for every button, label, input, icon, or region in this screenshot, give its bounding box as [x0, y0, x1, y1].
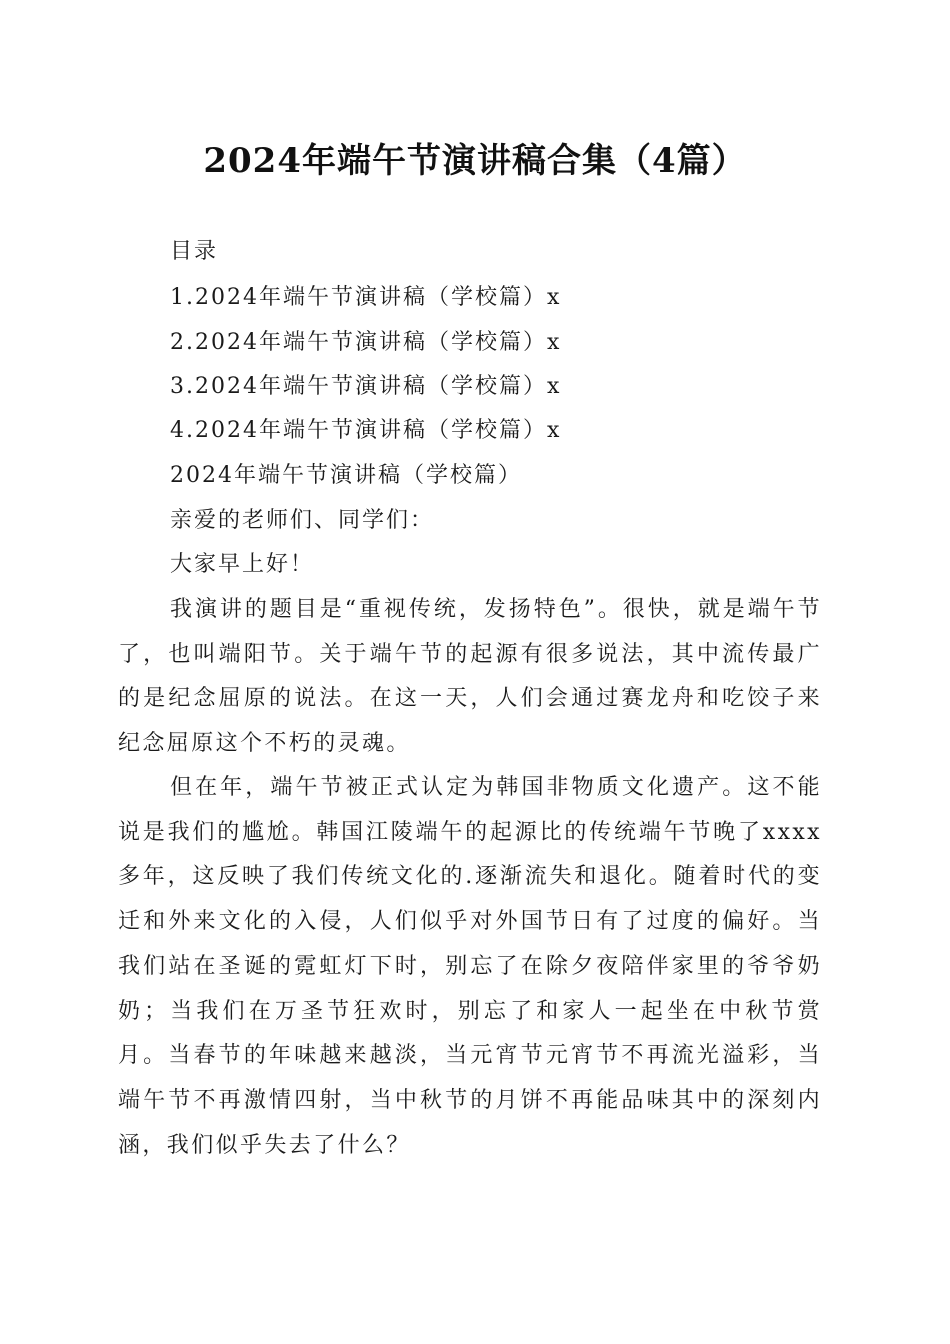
greeting: 大家早上好！ — [170, 552, 315, 577]
document-title: 2024年端午节演讲稿合集（4篇） — [203, 141, 747, 181]
toc-item-4: 4.2024年端午节演讲稿（学校篇）x — [170, 418, 562, 443]
section-title: 2024年端午节演讲稿（学校篇） — [170, 463, 522, 488]
body-paragraph-1: 我演讲的题目是“重视传统，发扬特色”。很快，就是端午节了，也叫端阳节。关于端午节的起源有很多说法，其中流传最广的是纪念屈原的说法。在这一天，人们会通过赛龙舟和吃饺子来纪念屈原这个不朽的灵魂。 — [118, 597, 822, 757]
toc-item-1: 1.2024年端午节演讲稿（学校篇）x — [170, 285, 562, 310]
salutation: 亲爱的老师们、同学们： — [170, 508, 435, 533]
body-paragraph-2: 但在年，端午节被正式认定为韩国非物质文化遗产。这不能说是我们的尴尬。韩国江陵端午的起源比的传统端午节晚了xxxx多年，这反映了我们传统文化的.逐渐流失和退化。随着时代的变迁和外来文化的入侵，人们似乎对外国节日有了过度的偏好。当我们站在圣诞的霓虹灯下时，别忘了在除夕夜陪伴家里的爷爷奶奶；当我们在万圣节狂欢时，别忘了和家人一起坐在中秋节赏月。当春节的年味越来越淡，当元宵节元宵节不再流光溢彩，当端午节不再激情四射，当中秋节的月饼不再能品味其中的深刻内涵，我们似乎失去了什么？ — [118, 775, 822, 1158]
toc-item-3: 3.2024年端午节演讲稿（学校篇）x — [170, 374, 562, 399]
toc-heading: 目录 — [170, 239, 219, 264]
toc-item-2: 2.2024年端午节演讲稿（学校篇）x — [170, 330, 562, 355]
